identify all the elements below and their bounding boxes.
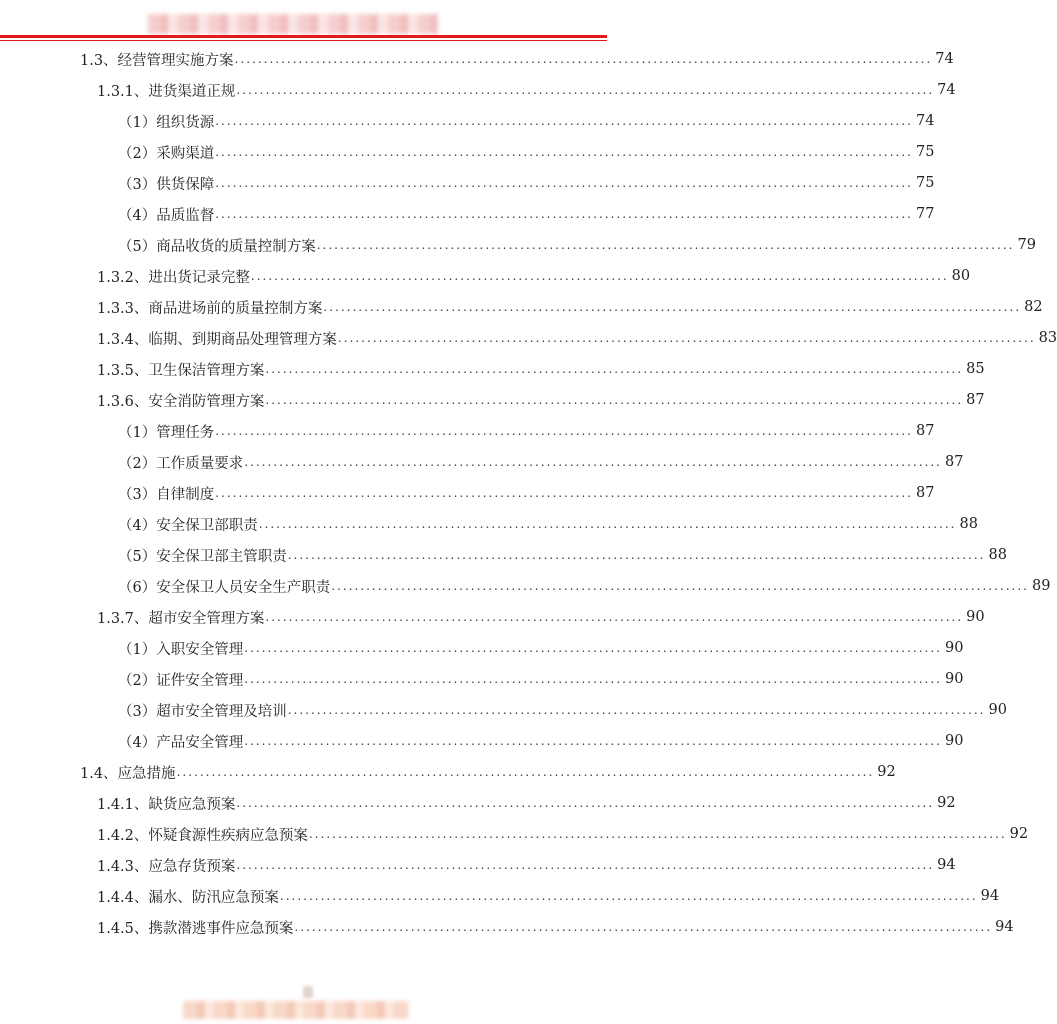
toc-entry-label: （1）入职安全管理 — [118, 641, 244, 658]
toc-leader-dots: ........................................................................................................................ — [308, 827, 1007, 841]
toc-entry-page-number: 92 — [1009, 826, 1029, 842]
toc-leader-dots: ........................................................................................................................ — [215, 486, 913, 500]
toc-entry[interactable] — [118, 137, 935, 167]
toc-entry-label: （4）品质监督 — [118, 207, 215, 224]
toc-leader-dots: ........................................................................................................................ — [258, 517, 957, 531]
toc-leader-dots: ........................................................................................................................ — [215, 207, 913, 221]
toc-leader-dots: ........................................................................................................................ — [176, 765, 875, 779]
toc-leader-dots: ........................................................................................................................ — [236, 83, 935, 97]
toc-entry[interactable] — [118, 230, 1036, 260]
toc-entry[interactable] — [118, 571, 1051, 601]
toc-entry-label: 1.3.5、卫生保洁管理方案 — [97, 362, 265, 379]
toc-entry-label: （3）自律制度 — [118, 486, 215, 503]
toc-entry[interactable] — [118, 199, 935, 229]
footer-redacted-text — [183, 1001, 408, 1019]
toc-entry-page-number: 75 — [915, 144, 935, 160]
toc-entry[interactable] — [97, 819, 1029, 849]
toc-leader-dots: ........................................................................................................................ — [250, 269, 949, 283]
toc-entry-page-number: 88 — [959, 516, 978, 532]
toc-entry-label: （5）商品收货的质量控制方案 — [118, 238, 316, 255]
toc-entry-page-number: 90 — [944, 640, 964, 656]
toc-entry[interactable] — [118, 478, 935, 508]
toc-leader-dots: ........................................................................................................................ — [244, 672, 942, 686]
toc-entry-label: 1.4.3、应急存货预案 — [97, 858, 236, 875]
toc-entry[interactable] — [118, 726, 964, 756]
toc-entry-label: （2）采购渠道 — [118, 145, 215, 162]
toc-leader-dots: ........................................................................................................................ — [287, 548, 986, 562]
toc-leader-dots: ........................................................................................................................ — [323, 300, 1022, 314]
toc-entry-label: 1.4.4、漏水、防汛应急预案 — [97, 889, 279, 906]
toc-entry-page-number: 90 — [944, 733, 964, 749]
toc-leader-dots: ........................................................................................................................ — [316, 238, 1015, 252]
toc-entry[interactable] — [118, 447, 964, 477]
toc-entry-page-number: 88 — [988, 547, 1007, 563]
toc-entry-label: （2）工作质量要求 — [118, 455, 244, 472]
toc-entry-page-number: 92 — [877, 764, 896, 780]
toc-leader-dots: ........................................................................................................................ — [265, 393, 964, 407]
toc-entry[interactable] — [118, 695, 1007, 725]
toc-entry[interactable] — [118, 509, 978, 539]
toc-entry-label: （3）超市安全管理及培训 — [118, 703, 287, 720]
toc-entry-page-number: 79 — [1017, 237, 1036, 253]
toc-entry-page-number: 87 — [944, 454, 964, 470]
toc-entry[interactable] — [97, 912, 1014, 942]
toc-leader-dots: ........................................................................................................................ — [279, 889, 978, 903]
toc-entry-label: 1.4.2、怀疑食源性疾病应急预案 — [97, 827, 308, 844]
toc-leader-dots: ........................................................................................................................ — [215, 424, 913, 438]
toc-entry[interactable] — [97, 850, 956, 880]
toc-entry-label: （1）管理任务 — [118, 424, 215, 441]
toc-leader-dots: ........................................................................................................................ — [236, 796, 935, 810]
toc-leader-dots: ........................................................................................................................ — [331, 579, 1029, 593]
toc-entry[interactable] — [97, 602, 985, 632]
toc-leader-dots: ........................................................................................................................ — [236, 858, 935, 872]
toc-entry-label: 1.4、应急措施 — [80, 765, 176, 782]
toc-entry[interactable] — [80, 44, 954, 74]
toc-entry[interactable] — [97, 261, 971, 291]
toc-entry-page-number: 87 — [915, 485, 935, 501]
toc-leader-dots: ........................................................................................................................ — [265, 610, 964, 624]
toc-entry-page-number: 75 — [915, 175, 935, 191]
toc-entry-label: 1.3、经营管理实施方案 — [80, 52, 234, 69]
toc-entry[interactable] — [118, 633, 964, 663]
toc-entry-label: 1.3.6、安全消防管理方案 — [97, 393, 265, 410]
toc-entry-label: 1.4.1、缺货应急预案 — [97, 796, 236, 813]
toc-entry-page-number: 74 — [935, 51, 954, 67]
header-rule-thin — [0, 40, 607, 41]
toc-entry[interactable] — [97, 354, 985, 384]
toc-entry[interactable] — [118, 416, 935, 446]
toc-entry-page-number: 90 — [966, 609, 985, 625]
toc-entry-label: （2）证件安全管理 — [118, 672, 244, 689]
toc-entry-page-number: 85 — [966, 361, 985, 377]
toc-leader-dots: ........................................................................................................................ — [234, 52, 933, 66]
header-rule — [0, 35, 607, 38]
toc-entry-page-number: 90 — [944, 671, 964, 687]
toc-leader-dots: ........................................................................................................................ — [215, 114, 913, 128]
toc-entry-page-number: 90 — [988, 702, 1007, 718]
toc-entry-label: （1）组织货源 — [118, 114, 215, 131]
toc-entry-label: 1.3.4、临期、到期商品处理管理方案 — [97, 331, 337, 348]
footer-mark — [303, 986, 313, 998]
toc-entry-label: 1.3.3、商品进场前的质量控制方案 — [97, 300, 323, 317]
toc-entry-page-number: 74 — [915, 113, 935, 129]
toc-entry-page-number: 89 — [1031, 578, 1051, 594]
toc-entry-page-number: 82 — [1024, 299, 1043, 315]
toc-leader-dots: ........................................................................................................................ — [294, 920, 993, 934]
toc-entry[interactable] — [97, 385, 985, 415]
toc-leader-dots: ........................................................................................................................ — [244, 734, 942, 748]
toc-entry-label: 1.3.7、超市安全管理方案 — [97, 610, 265, 627]
toc-leader-dots: ........................................................................................................................ — [287, 703, 986, 717]
toc-entry-page-number: 92 — [937, 795, 956, 811]
toc-entry-label: （4）产品安全管理 — [118, 734, 244, 751]
header-redacted-title — [148, 14, 438, 34]
toc-leader-dots: ........................................................................................................................ — [337, 331, 1036, 345]
toc-entry[interactable] — [97, 75, 956, 105]
toc-leader-dots: ........................................................................................................................ — [244, 641, 942, 655]
toc-entry-label: （5）安全保卫部主管职责 — [118, 548, 287, 565]
toc-entry-label: （3）供货保障 — [118, 176, 215, 193]
toc-entry-page-number: 87 — [966, 392, 985, 408]
toc-entry[interactable] — [97, 292, 1043, 322]
toc-entry-page-number: 94 — [980, 888, 1000, 904]
toc-entry[interactable] — [118, 664, 964, 694]
toc-entry[interactable] — [97, 323, 1057, 353]
toc-leader-dots: ........................................................................................................................ — [244, 455, 942, 469]
toc-entry-page-number: 80 — [951, 268, 971, 284]
toc-entry-page-number: 94 — [995, 919, 1014, 935]
toc-entry-label: （4）安全保卫部职责 — [118, 517, 258, 534]
toc-entry-label: （6）安全保卫人员安全生产职责 — [118, 579, 331, 596]
toc-entry-label: 1.4.5、携款潜逃事件应急预案 — [97, 920, 294, 937]
toc-entry[interactable] — [97, 881, 1000, 911]
toc-entry-page-number: 87 — [915, 423, 935, 439]
toc-entry-page-number: 77 — [915, 206, 935, 222]
toc-entry[interactable] — [118, 106, 935, 136]
toc-entry-label: 1.3.1、进货渠道正规 — [97, 83, 236, 100]
toc-leader-dots: ........................................................................................................................ — [215, 145, 913, 159]
toc-entry-page-number: 94 — [937, 857, 956, 873]
toc-entry[interactable] — [118, 168, 935, 198]
toc-leader-dots: ........................................................................................................................ — [215, 176, 913, 190]
toc-entry[interactable] — [80, 757, 896, 787]
toc-leader-dots: ........................................................................................................................ — [265, 362, 964, 376]
toc-entry[interactable] — [97, 788, 956, 818]
toc-entry-label: 1.3.2、进出货记录完整 — [97, 269, 250, 286]
toc-entry[interactable] — [118, 540, 1007, 570]
toc-entry-page-number: 74 — [937, 82, 956, 98]
toc-entry-page-number: 83 — [1038, 330, 1057, 346]
